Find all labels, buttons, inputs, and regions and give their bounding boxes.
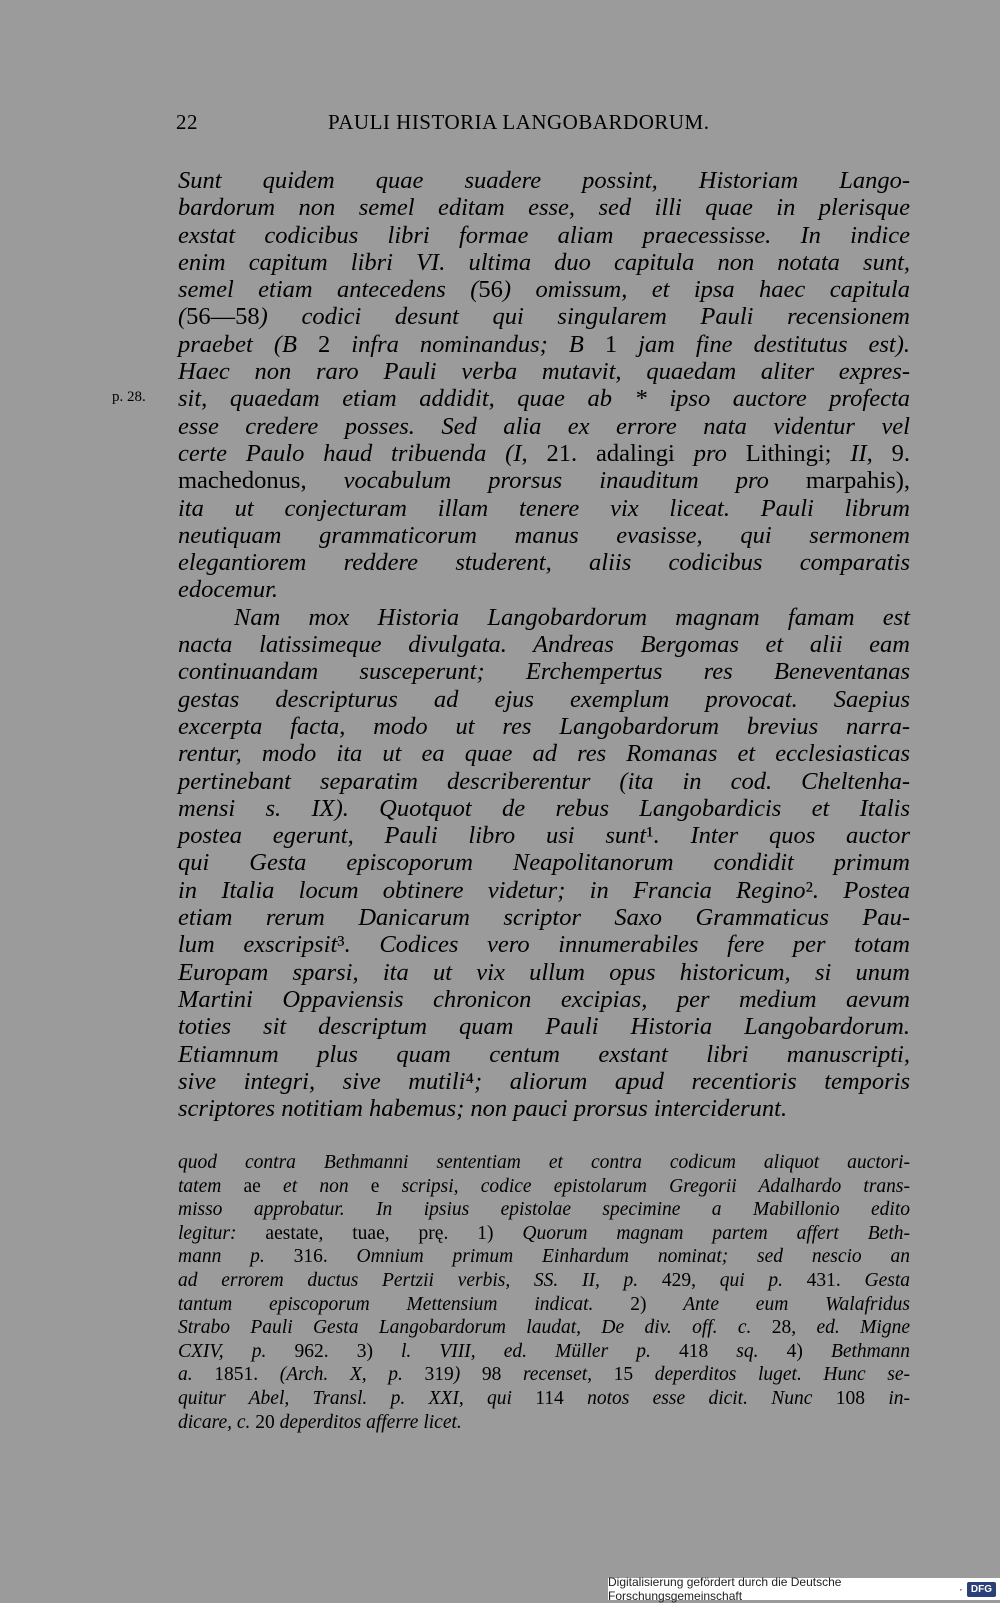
footnote-line — [178, 1222, 910, 1246]
body-text-line — [178, 795, 910, 822]
text-run: ⁴ — [465, 1067, 475, 1095]
body-text-line — [178, 549, 910, 576]
body-text-line — [178, 631, 910, 658]
body-text-line — [178, 440, 910, 467]
body-text-line — [178, 358, 910, 385]
text-run: infra nominandus; B — [330, 330, 605, 358]
page-header — [176, 110, 910, 140]
text-run: 21. adalingi — [546, 439, 694, 467]
text-run: sq. — [708, 1340, 787, 1362]
footnote-line — [178, 1293, 910, 1317]
text-run: machedonus, — [178, 467, 344, 495]
footnote-line — [178, 1387, 910, 1411]
text-run: 1851. — [214, 1364, 259, 1386]
text-run: 20 — [255, 1411, 275, 1433]
text-run: lum exscripsit — [178, 931, 338, 959]
footnotes-block — [178, 1151, 910, 1434]
text-run: 15 — [613, 1364, 634, 1386]
text-run: 316. — [293, 1246, 328, 1268]
text-run: Europam sparsi, ita ut vix ullum opus historicum, si unum — [178, 958, 910, 986]
text-run: excerpta facta, modo ut res Langobardorum brevius narra- — [178, 712, 910, 740]
text-run: Omnium primum Einhardum nominat; sed nescio an — [327, 1246, 910, 1268]
text-run: (Arch. X, p. — [258, 1364, 425, 1386]
body-text-line — [178, 1041, 910, 1068]
footnote-line — [178, 1151, 910, 1175]
text-run: Nam mox Historia Langobardorum magnam famam est — [234, 603, 910, 631]
body-text-line — [178, 495, 910, 522]
text-run: 28, — [771, 1317, 797, 1339]
text-run: enim capitum libri VI. ultima duo capitula non notata sunt, — [178, 248, 910, 276]
main-text-block — [178, 167, 910, 1122]
text-run: Etiamnum plus quam centum exstant libri manuscripti, — [178, 1040, 910, 1068]
footnote-line — [178, 1198, 910, 1222]
body-text-line — [178, 222, 910, 249]
text-run: II, — [850, 439, 892, 467]
text-run: notos esse dicit. Nunc — [563, 1387, 836, 1409]
text-run: elegantiorem reddere studerent, aliis codicibus comparatis — [178, 549, 910, 577]
text-run: vocabulum prorsus inauditum pro — [343, 467, 806, 495]
text-run: deperditos luget. Hunc se- — [633, 1364, 911, 1386]
body-text-line — [178, 467, 910, 494]
body-text-line — [178, 658, 910, 685]
body-text-line — [178, 740, 910, 767]
body-text-line — [178, 385, 910, 412]
text-run: 431. — [806, 1269, 841, 1291]
footer-credit-text: Digitalisierung gefördert durch die Deutsche Forschungsgemeinschaft — [608, 1575, 842, 1603]
footnote-line — [178, 1340, 910, 1364]
text-run: etiam rerum Danicarum scriptor Saxo Grammaticus Pau- — [178, 904, 910, 932]
body-text-line — [178, 276, 910, 303]
body-text-line — [178, 931, 910, 958]
text-run: rentur, modo ita ut ea quae ad res Romanas et ecclesiasticas — [178, 740, 910, 768]
text-run: Strabo Pauli Gesta Langobardorum laudat, De div. off. c. — [178, 1317, 772, 1339]
body-text-line — [178, 822, 910, 849]
text-run: continuandam susceperunt; Erchempertus res Beneventanas — [178, 658, 910, 686]
text-run: nacta latissimeque divulgata. Andreas Bergomas et alii eam — [178, 631, 910, 659]
text-run: ³ — [337, 931, 345, 959]
text-run: quod contra Bethmanni sententiam et contra codicum aliquot auctori- — [178, 1152, 910, 1173]
text-run: in- — [865, 1387, 910, 1409]
text-run: postea egerunt, Pauli libro usi sunt — [178, 822, 647, 850]
text-run: tatem — [178, 1175, 244, 1197]
text-run: 2) — [630, 1293, 684, 1315]
text-run: Sunt quidem quae suadere possint, Historiam Lango- — [178, 167, 910, 194]
text-run: Martini Oppaviensis chronicon excipias, per medium aevum — [178, 985, 910, 1013]
text-run: . Postea — [812, 876, 910, 904]
text-run: pertinebant separatim describerentur (ita in cod. Cheltenha- — [178, 767, 910, 795]
text-run: Gesta — [840, 1269, 910, 1291]
text-run: ¹ — [646, 822, 654, 850]
footnote-line — [178, 1175, 910, 1199]
body-text-line — [178, 303, 910, 330]
body-text-line — [178, 576, 910, 603]
text-run: jam fine destitutus est). — [617, 330, 910, 358]
footnote-line — [178, 1245, 910, 1269]
text-run: 56 — [478, 276, 503, 304]
text-run: 56—58 — [186, 303, 260, 331]
text-run: et non — [260, 1175, 371, 1197]
text-run: sit, quaedam etiam addidit, quae ab * ipso auctore profecta — [178, 385, 910, 413]
body-text-line — [178, 849, 910, 876]
text-run: in Italia locum obtinere videtur; in Francia Regino — [178, 876, 806, 904]
footnote-line — [178, 1363, 910, 1387]
text-run: edocemur. — [178, 576, 279, 604]
text-run: recenset, — [501, 1364, 614, 1386]
text-run: neutiquam grammaticorum manus evasisse, qui sermonem — [178, 521, 910, 549]
body-text-line — [178, 249, 910, 276]
footnote-line — [178, 1269, 910, 1293]
text-run: pro — [693, 439, 746, 467]
text-run: Haec non raro Pauli verba mutavit, quaedam aliter expres- — [178, 358, 910, 386]
text-run: semel etiam antecedens ( — [178, 276, 479, 304]
text-run: exstat codicibus libri formae aliam praecessisse. In indice — [178, 221, 910, 249]
text-run: ; aliorum apud recentioris temporis — [474, 1067, 910, 1095]
body-text-line — [178, 522, 910, 549]
body-text-line — [178, 877, 910, 904]
text-run: l. VIII, ed. Müller p. — [401, 1340, 679, 1362]
text-run: gestas descripturus ad ejus exemplum provocat. Saepius — [178, 685, 910, 713]
margin-page-reference: p. 28. — [112, 389, 146, 405]
body-text-line — [178, 959, 910, 986]
text-run: ) codici desunt qui singularem Pauli recensionem — [259, 303, 910, 331]
text-run: ad errorem ductus Pertzii verbis, SS. II, p. — [178, 1269, 662, 1291]
text-run: quitur Abel, Transl. p. XXI, qui — [178, 1387, 536, 1409]
text-run: e — [370, 1175, 380, 1197]
text-run: certe Paulo haud tribuenda (I, — [178, 439, 547, 467]
digitization-footer — [608, 1575, 1000, 1603]
text-run: sive integri, sive mutili — [178, 1067, 466, 1095]
body-text-line — [178, 331, 910, 358]
text-run: ² — [805, 876, 813, 904]
text-run: Bethmann — [830, 1340, 911, 1362]
running-title: PAULI HISTORIA LANGOBARDORUM. — [328, 110, 710, 134]
footnote-line — [178, 1411, 910, 1435]
text-run: ed. Migne — [796, 1317, 910, 1339]
text-run: ) omissum, et ipsa haec capitula — [502, 276, 910, 304]
text-run: marpahis), — [805, 467, 911, 495]
text-run: Lithingi; — [745, 439, 851, 467]
footer-separator: · — [958, 1582, 963, 1596]
text-run: misso approbatur. In ipsius epistolae specimine a Mabillonio edito — [178, 1199, 910, 1221]
text-run: 2 — [317, 330, 331, 358]
text-run: . Codices vero innumerabiles fere per totam — [344, 931, 910, 959]
text-run: 418 — [678, 1340, 709, 1362]
text-run: 1 — [604, 330, 618, 358]
body-text-line — [178, 904, 910, 931]
dfg-logo: DFG — [967, 1582, 996, 1597]
body-text-line — [178, 713, 910, 740]
text-run: qui Gesta episcoporum Neapolitanorum condidit primum — [178, 849, 910, 877]
text-run: Ante eum Walafridus — [683, 1293, 910, 1315]
body-text-line — [178, 167, 910, 194]
text-run: Quorum magnam partem affert Beth- — [522, 1222, 910, 1244]
text-run: . Inter quos auctor — [653, 822, 910, 850]
body-text-line — [178, 1068, 910, 1095]
footnote-line — [178, 1316, 910, 1340]
body-text-line — [178, 768, 910, 795]
text-run: deperditos afferre licet. — [274, 1411, 462, 1433]
text-run: qui p. — [696, 1269, 807, 1291]
body-text-line — [178, 686, 910, 713]
text-run: praebet (B — [178, 330, 318, 358]
body-text-line — [178, 194, 910, 221]
text-run: 9. — [891, 439, 910, 467]
text-run: aestate, tuae, prę. 1) — [265, 1222, 523, 1244]
text-run: 98 — [481, 1364, 502, 1386]
text-run: 429, — [661, 1269, 697, 1291]
text-run: legitur: — [178, 1222, 266, 1244]
body-text-line — [178, 1095, 910, 1122]
text-run: ( — [178, 303, 187, 331]
body-text-line — [178, 1013, 910, 1040]
text-run: scriptores notitiam habemus; non pauci prorsus interciderunt. — [178, 1095, 788, 1123]
text-run: ) — [453, 1364, 482, 1386]
text-run: 319 — [424, 1364, 454, 1386]
text-run: esse credere posses. Sed alia ex errore nata videntur vel — [178, 412, 910, 440]
body-text-line — [178, 986, 910, 1013]
text-run: 962. 3) — [294, 1340, 402, 1362]
text-run: 4) — [786, 1340, 831, 1362]
text-run: tantum episcoporum Mettensium indicat. — [178, 1293, 631, 1315]
text-run: 108 — [835, 1387, 866, 1409]
body-text-line — [178, 604, 910, 631]
text-run: a. — [178, 1364, 215, 1386]
text-run: 114 — [535, 1387, 564, 1409]
text-run: mensi s. IX). Quotquot de rebus Langobardicis et Italis — [178, 794, 910, 822]
text-run: ita ut conjecturam illam tenere vix liceat. Pauli librum — [178, 494, 910, 522]
text-run: CXIV, p. — [178, 1340, 295, 1362]
text-run: scripsi, codice epistolarum Gregorii Adalhardo trans- — [379, 1175, 911, 1197]
text-run: dicare, c. — [178, 1411, 256, 1433]
text-run: ae — [243, 1175, 261, 1197]
text-run: mann p. — [178, 1246, 294, 1268]
text-run: toties sit descriptum quam Pauli Historia Langobardorum. — [178, 1013, 910, 1041]
body-text-line — [178, 413, 910, 440]
text-run: bardorum non semel editam esse, sed illi quae in plerisque — [178, 194, 910, 222]
page-number: 22 — [176, 110, 198, 134]
